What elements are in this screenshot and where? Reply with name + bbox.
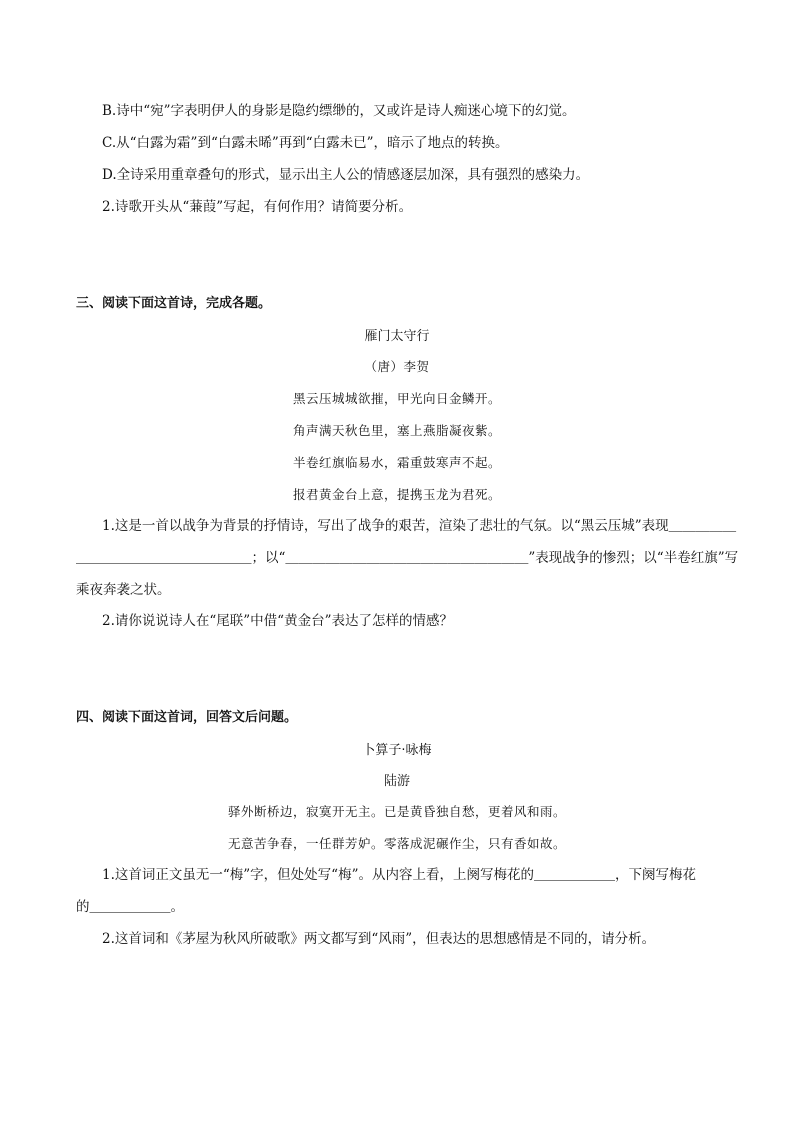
- question-1-line-2: ＿＿＿＿＿＿＿＿＿＿＿＿＿；以“＿＿＿＿＿＿＿＿＿＿＿＿＿＿＿＿＿＿”表现战争的惨烈；以“半卷红旗”写: [76, 550, 739, 566]
- option-b: B.诗中“宛”字表明伊人的身影是隐约缥缈的，又或许是诗人痴迷心境下的幻觉。: [102, 103, 576, 119]
- question-1-line-1: 1.这首词正文虽无一“梅”字，但处处写“梅”。从内容上看，上阕写梅花的＿＿＿＿＿＿，下阕写梅花: [102, 867, 696, 883]
- poem-line: 驿外断桥边，寂寞开无主。已是黄昏独自愁，更着风和雨。: [227, 804, 566, 819]
- question-1-line-1: 1.这是一首以战争为背景的抒情诗，写出了战争的艰苦，渲染了悲壮的气氛。以“黑云压城”表现＿＿＿＿＿: [102, 518, 737, 534]
- section-3-heading: 三、阅读下面这首诗，完成各题。: [76, 296, 272, 311]
- option-c: C.从“白露为霜”到“白露未晞”再到“白露未已”，暗示了地点的转换。: [102, 135, 509, 151]
- poem-author: （唐）李贺: [364, 359, 430, 374]
- poem-line: 半卷红旗临易水，霜重鼓寒声不起。: [292, 455, 501, 470]
- poem-title: 卜算子·咏梅: [362, 743, 432, 758]
- question-2: 2.诗歌开头从“蒹葭”写起，有何作用？请简要分析。: [102, 199, 413, 215]
- poem-line: 报君黄金台上意，提携玉龙为君死。: [292, 487, 501, 502]
- poem-title: 雁门太守行: [364, 329, 430, 344]
- poem-line: 黑云压城城欲摧，甲光向日金鳞开。: [292, 391, 501, 406]
- question-2: 2.请你说说诗人在“尾联”中借“黄金台”表达了怎样的情感？: [102, 613, 453, 629]
- section-4-heading: 四、阅读下面这首词，回答文后问题。: [76, 710, 298, 725]
- poem-line: 角声满天秋色里，塞上燕脂凝夜紫。: [292, 423, 501, 438]
- option-d: D.全诗采用重章叠句的形式，显示出主人公的情感逐层加深，具有强烈的感染力。: [102, 167, 590, 183]
- question-2: 2.这首词和《茅屋为秋风所破歌》两文都写到“风雨”，但表达的思想感情是不同的，请分析。: [102, 931, 656, 947]
- poem-line: 无意苦争春，一任群芳妒。零落成泥碾作尘，只有香如故。: [227, 836, 566, 851]
- question-1-line-3: 乘夜奔袭之状。: [76, 582, 171, 598]
- poem-author: 陆游: [383, 774, 410, 789]
- question-1-line-2: 的＿＿＿＿＿＿。: [76, 899, 184, 915]
